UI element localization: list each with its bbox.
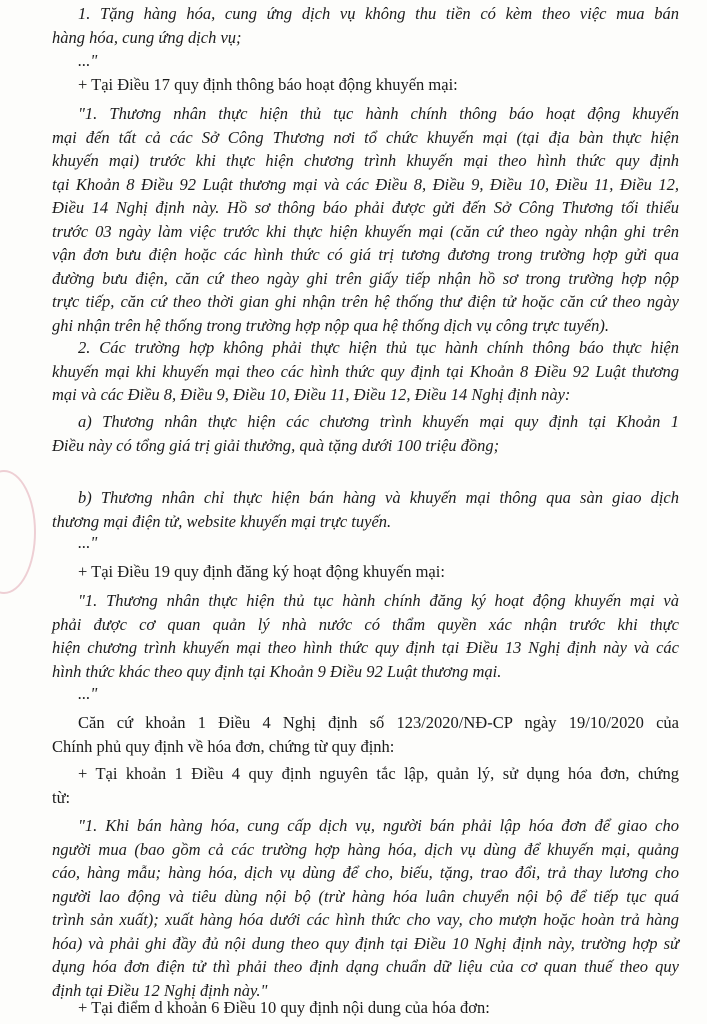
text-line: phải được cơ quan quản lý nhà nước có thẩm quyền xác nhận trước khi thực bbox=[52, 614, 679, 634]
text-line: trước 03 ngày làm việc trước khi thực hiện khuyến mại (căn cứ theo ngày nhận ghi trên bbox=[52, 221, 679, 241]
text-line: Chính phủ quy định về hóa đơn, chứng từ quy định: bbox=[52, 736, 395, 756]
text-line: mại và các Điều 8, Điều 9, Điều 10, Điều 11, Điều 12, Điều 14 Nghị định này: bbox=[52, 385, 571, 404]
text-line: vận đơn bưu điện hoặc các hình thức có giá trị tương đương trong trường hợp gửi qua bbox=[52, 245, 679, 264]
paragraph-b6 bbox=[0, 410, 707, 457]
text-line: khuyến mại khi khuyến mại theo các hình thức quy định tại Khoản 8 Điều 92 Luật thương bbox=[52, 361, 679, 381]
text-line: trình sản xuất); xuất hàng hóa dưới các hình thức cho vay, cho mượn hoặc hoàn trả hàng bbox=[52, 910, 679, 929]
paragraph-b9 bbox=[0, 560, 707, 584]
text-line: "1. Khi bán hàng hóa, cung cấp dịch vụ, người bán phải lập hóa đơn để giao cho bbox=[78, 816, 679, 835]
text-line: thương mại điện tử, website khuyến mại trực tuyến. bbox=[52, 511, 392, 531]
text-line: + Tại Điều 17 quy định thông báo hoạt động khuyến mại: bbox=[78, 75, 458, 94]
paragraph-b10 bbox=[0, 589, 707, 683]
text-line: "1. Thương nhân thực hiện thủ tục hành chính thông báo hoạt động khuyến bbox=[78, 104, 679, 123]
text-line: ..." bbox=[78, 533, 98, 552]
text-line: + Tại điểm d khoản 6 Điều 10 quy định nội dung của hóa đơn: bbox=[78, 998, 490, 1017]
text-line: + Tại khoản 1 Điều 4 quy định nguyên tắc lập, quản lý, sử dụng hóa đơn, chứng bbox=[78, 764, 679, 783]
text-line: Điều 14 Nghị định này. Hồ sơ thông báo phải được gửi đến Sở Công Thương tối thiểu bbox=[52, 198, 679, 217]
text-line: Điều này có tổng giá trị giải thưởng, quà tặng dưới 100 triệu đồng; bbox=[52, 435, 500, 455]
paragraph-b14 bbox=[0, 814, 707, 1002]
text-line: "1. Thương nhân thực hiện thủ tục hành chính đăng ký hoạt động khuyến mại và bbox=[78, 591, 679, 610]
text-line: hàng hóa, cung ứng dịch vụ; bbox=[52, 27, 242, 47]
text-line: hóa) và phải ghi đầy đủ nội dung theo quy định tại Điều 10 Nghị định này, trường hợp sử bbox=[52, 933, 679, 953]
paragraph-b7 bbox=[0, 486, 707, 533]
paragraph-b12 bbox=[0, 711, 707, 758]
text-line: trực tiếp, căn cứ theo thời gian ghi nhận trên hệ thống thư điện tử hoặc căn cứ theo ngày bbox=[52, 292, 679, 311]
paragraph-b11 bbox=[0, 682, 707, 706]
text-line: hình thức khác theo quy định tại Khoản 9 Điều 92 Luật thương mại. bbox=[52, 661, 502, 681]
paragraph-b4 bbox=[0, 102, 707, 337]
text-line: Căn cứ khoản 1 Điều 4 Nghị định số 123/2020/NĐ-CP ngày 19/10/2020 của bbox=[78, 713, 679, 732]
text-line: cáo, hàng mẫu; hàng hóa, dịch vụ dùng để cho, biếu, tặng, trao đổi, trả thay lương cho bbox=[52, 863, 679, 882]
text-line: ..." bbox=[78, 51, 98, 70]
paragraph-b1 bbox=[0, 2, 707, 49]
text-line: ..." bbox=[78, 684, 98, 703]
text-line: b) Thương nhân chỉ thực hiện bán hàng và khuyến mại thông qua sàn giao dịch bbox=[78, 488, 679, 507]
text-line: đường bưu điện, căn cứ theo ngày ghi trên giấy tiếp nhận hồ sơ trong trường hợp nộp bbox=[52, 268, 679, 288]
text-line: tại Khoản 8 Điều 92 Luật thương mại và các Điều 8, Điều 9, Điều 10, Điều 11, Điều 12, bbox=[52, 174, 679, 194]
paragraph-b5 bbox=[0, 336, 707, 407]
text-line: dụng hóa đơn điện tử thì phải theo định dạng chuẩn dữ liệu của cơ quan thuế theo quy bbox=[52, 957, 679, 976]
text-line: mại đến tất cả các Sở Công Thương nơi tổ chức khuyến mại (tại địa bàn thực hiện bbox=[52, 127, 679, 147]
text-line: khuyến mại) trước khi thực hiện chương trình khuyến mại theo hình thức quy định bbox=[52, 151, 679, 170]
text-line: người mua (bao gồm cả các trường hợp hàng hóa, dịch vụ dùng để khuyến mại, quảng bbox=[52, 839, 679, 859]
text-line: 1. Tặng hàng hóa, cung ứng dịch vụ không thu tiền có kèm theo việc mua bán bbox=[78, 4, 679, 23]
text-line: 2. Các trường hợp không phải thực hiện thủ tục hành chính thông báo thực hiện bbox=[78, 338, 679, 357]
paragraph-b3 bbox=[0, 73, 707, 97]
text-line: từ: bbox=[52, 787, 71, 807]
paragraph-b2 bbox=[0, 49, 707, 73]
text-line: + Tại Điều 19 quy định đăng ký hoạt động khuyến mại: bbox=[78, 562, 445, 581]
text-line: hiện chương trình khuyến mại theo hình thức quy định tại Điều 13 Nghị định này và các bbox=[52, 638, 679, 657]
paragraph-b15 bbox=[0, 996, 707, 1020]
text-line: định tại Điều 12 Nghị định này." bbox=[52, 980, 268, 1000]
text-line: a) Thương nhân thực hiện các chương trình khuyến mại quy định tại Khoản 1 bbox=[78, 412, 679, 431]
paragraph-b8 bbox=[0, 531, 707, 555]
paragraph-b13 bbox=[0, 762, 707, 809]
text-line: ghi nhận trên hệ thống trong trường hợp nộp qua hệ thống dịch vụ công trực tuyến). bbox=[52, 315, 609, 335]
text-line: người lao động và tiêu dùng nội bộ (trừ hàng hóa luân chuyển nội bộ để tiếp tục quá bbox=[52, 886, 679, 906]
